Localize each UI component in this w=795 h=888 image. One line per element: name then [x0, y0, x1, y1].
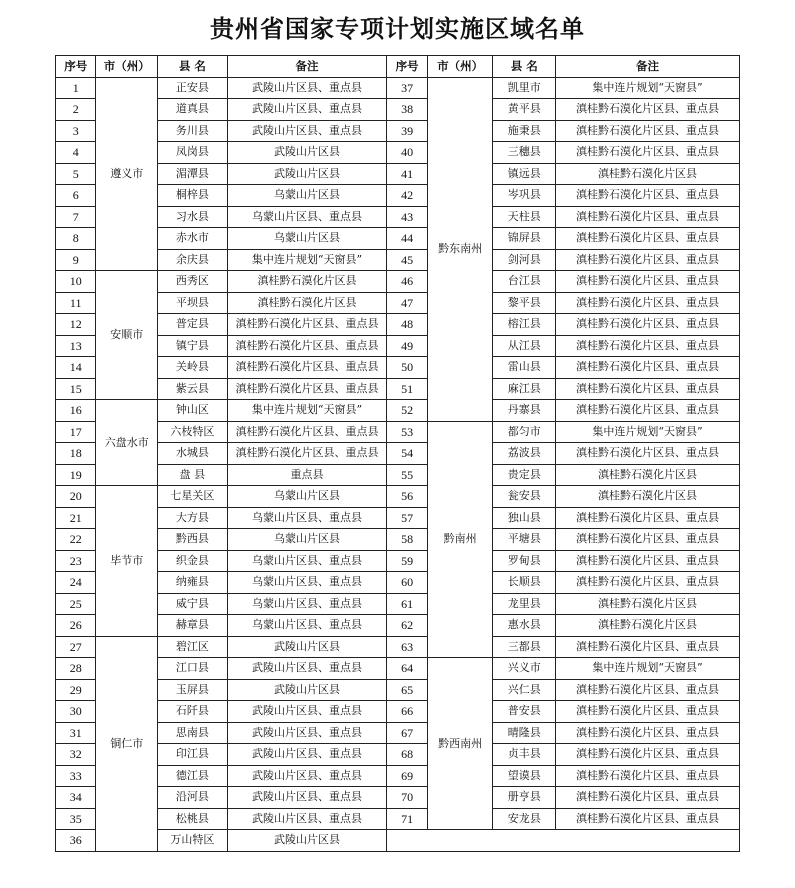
remark-cell: 滇桂黔石漠化片区县、重点县	[556, 249, 740, 271]
remark-cell: 武陵山片区县、重点县	[227, 808, 387, 830]
county-cell: 黎平县	[493, 292, 556, 314]
county-cell: 独山县	[493, 507, 556, 529]
remark-cell: 滇桂黔石漠化片区县、重点县	[556, 185, 740, 207]
header-remark: 备注	[556, 56, 740, 78]
seq-cell: 59	[387, 550, 427, 572]
remark-cell: 滇桂黔石漠化片区县	[556, 163, 740, 185]
seq-cell: 29	[56, 679, 96, 701]
county-cell: 六枝特区	[158, 421, 228, 443]
seq-cell: 35	[56, 808, 96, 830]
remark-cell: 滇桂黔石漠化片区县	[556, 615, 740, 637]
remark-cell: 武陵山片区县、重点县	[227, 120, 387, 142]
county-cell: 思南县	[158, 722, 228, 744]
seq-cell: 47	[387, 292, 427, 314]
remark-cell: 滇桂黔石漠化片区县、重点县	[227, 335, 387, 357]
county-cell: 余庆县	[158, 249, 228, 271]
county-cell: 平塘县	[493, 529, 556, 551]
table-row	[56, 550, 740, 572]
seq-cell: 57	[387, 507, 427, 529]
table-row	[56, 249, 740, 271]
county-cell: 习水县	[158, 206, 228, 228]
county-cell: 七星关区	[158, 486, 228, 508]
county-cell: 关岭县	[158, 357, 228, 379]
county-cell: 锦屏县	[493, 228, 556, 250]
seq-cell: 6	[56, 185, 96, 207]
remark-cell: 滇桂黔石漠化片区县、重点县	[227, 443, 387, 465]
seq-cell: 4	[56, 142, 96, 164]
seq-cell: 39	[387, 120, 427, 142]
table-body	[56, 77, 740, 851]
county-cell: 镇宁县	[158, 335, 228, 357]
remark-cell: 滇桂黔石漠化片区县、重点县	[556, 765, 740, 787]
county-cell: 纳雍县	[158, 572, 228, 594]
seq-cell: 7	[56, 206, 96, 228]
county-cell: 黔西县	[158, 529, 228, 551]
remark-cell: 集中连片规划“天窗县”	[556, 421, 740, 443]
county-cell: 凯里市	[493, 77, 556, 99]
seq-cell: 66	[387, 701, 427, 723]
seq-cell: 70	[387, 787, 427, 809]
table-row	[56, 529, 740, 551]
county-cell: 盘 县	[158, 464, 228, 486]
table-row	[56, 228, 740, 250]
county-cell: 丹寨县	[493, 400, 556, 422]
remark-cell: 滇桂黔石漠化片区县、重点县	[556, 550, 740, 572]
header-county: 县 名	[158, 56, 228, 78]
seq-cell: 58	[387, 529, 427, 551]
remark-cell: 乌蒙山片区县、重点县	[227, 615, 387, 637]
seq-cell: 13	[56, 335, 96, 357]
table-row	[56, 206, 740, 228]
remark-cell: 集中连片规划“天窗县”	[556, 77, 740, 99]
remark-cell: 滇桂黔石漠化片区县、重点县	[556, 529, 740, 551]
remark-cell: 乌蒙山片区县	[227, 486, 387, 508]
remark-cell: 滇桂黔石漠化片区县、重点县	[556, 808, 740, 830]
seq-cell: 15	[56, 378, 96, 400]
remark-cell: 滇桂黔石漠化片区县、重点县	[556, 120, 740, 142]
seq-cell: 17	[56, 421, 96, 443]
county-cell: 罗甸县	[493, 550, 556, 572]
county-cell: 平坝县	[158, 292, 228, 314]
county-cell: 沿河县	[158, 787, 228, 809]
table-row	[56, 701, 740, 723]
remark-cell: 滇桂黔石漠化片区县、重点县	[556, 722, 740, 744]
seq-cell: 61	[387, 593, 427, 615]
remark-cell: 乌蒙山片区县、重点县	[227, 507, 387, 529]
county-cell: 湄潭县	[158, 163, 228, 185]
seq-cell: 40	[387, 142, 427, 164]
seq-cell: 34	[56, 787, 96, 809]
seq-cell: 26	[56, 615, 96, 637]
header-seq: 序号	[56, 56, 96, 78]
seq-cell: 24	[56, 572, 96, 594]
seq-cell: 18	[56, 443, 96, 465]
seq-cell: 56	[387, 486, 427, 508]
remark-cell: 集中连片规划“天窗县”	[556, 658, 740, 680]
remark-cell: 滇桂黔石漠化片区县、重点县	[556, 99, 740, 121]
table-row	[56, 464, 740, 486]
seq-cell: 5	[56, 163, 96, 185]
table-row	[56, 314, 740, 336]
seq-cell: 19	[56, 464, 96, 486]
table-row	[56, 593, 740, 615]
remark-cell: 滇桂黔石漠化片区县、重点县	[556, 378, 740, 400]
remark-cell: 乌蒙山片区县	[227, 185, 387, 207]
seq-cell: 55	[387, 464, 427, 486]
remark-cell: 武陵山片区县、重点县	[227, 77, 387, 99]
seq-cell: 41	[387, 163, 427, 185]
seq-cell: 27	[56, 636, 96, 658]
county-cell: 钟山区	[158, 400, 228, 422]
region-table	[55, 55, 740, 852]
table-row	[56, 292, 740, 314]
county-cell: 麻江县	[493, 378, 556, 400]
table-row	[56, 808, 740, 830]
seq-cell: 12	[56, 314, 96, 336]
seq-cell: 3	[56, 120, 96, 142]
remark-cell: 滇桂黔石漠化片区县、重点县	[227, 314, 387, 336]
table-row	[56, 722, 740, 744]
county-cell: 普安县	[493, 701, 556, 723]
remark-cell: 滇桂黔石漠化片区县、重点县	[556, 228, 740, 250]
remark-cell: 滇桂黔石漠化片区县、重点县	[556, 679, 740, 701]
remark-cell: 滇桂黔石漠化片区县、重点县	[556, 400, 740, 422]
seq-cell: 71	[387, 808, 427, 830]
county-cell: 贵定县	[493, 464, 556, 486]
seq-cell: 31	[56, 722, 96, 744]
seq-cell: 37	[387, 77, 427, 99]
table-row	[56, 77, 740, 99]
county-cell: 榕江县	[493, 314, 556, 336]
seq-cell: 65	[387, 679, 427, 701]
seq-cell: 30	[56, 701, 96, 723]
seq-cell: 42	[387, 185, 427, 207]
seq-cell: 14	[56, 357, 96, 379]
seq-cell: 36	[56, 830, 96, 852]
county-cell: 道真县	[158, 99, 228, 121]
remark-cell: 武陵山片区县、重点县	[227, 658, 387, 680]
seq-cell: 23	[56, 550, 96, 572]
seq-cell: 1	[56, 77, 96, 99]
county-cell: 桐梓县	[158, 185, 228, 207]
remark-cell: 滇桂黔石漠化片区县、重点县	[556, 744, 740, 766]
table-row	[56, 120, 740, 142]
county-cell: 赤水市	[158, 228, 228, 250]
county-cell: 雷山县	[493, 357, 556, 379]
table-row	[56, 400, 740, 422]
remark-cell: 武陵山片区县、重点县	[227, 787, 387, 809]
seq-cell: 16	[56, 400, 96, 422]
remark-cell: 滇桂黔石漠化片区县	[556, 593, 740, 615]
table-row	[56, 163, 740, 185]
remark-cell: 滇桂黔石漠化片区县、重点县	[556, 142, 740, 164]
table-row	[56, 658, 740, 680]
table-row	[56, 335, 740, 357]
county-cell: 正安县	[158, 77, 228, 99]
county-cell: 赫章县	[158, 615, 228, 637]
table-row	[56, 142, 740, 164]
county-cell: 织金县	[158, 550, 228, 572]
remark-cell: 滇桂黔石漠化片区县	[227, 292, 387, 314]
page-title: 贵州省国家专项计划实施区域名单	[210, 14, 585, 43]
seq-cell: 49	[387, 335, 427, 357]
county-cell: 兴仁县	[493, 679, 556, 701]
county-cell: 紫云县	[158, 378, 228, 400]
remark-cell: 集中连片规划“天窗县”	[227, 249, 387, 271]
county-cell: 务川县	[158, 120, 228, 142]
table-row	[56, 378, 740, 400]
remark-cell: 滇桂黔石漠化片区县、重点县	[556, 357, 740, 379]
remark-cell: 重点县	[227, 464, 387, 486]
table-row	[56, 99, 740, 121]
county-cell: 镇远县	[493, 163, 556, 185]
county-cell: 万山特区	[158, 830, 228, 852]
county-cell: 剑河县	[493, 249, 556, 271]
remark-cell: 武陵山片区县	[227, 142, 387, 164]
remark-cell: 乌蒙山片区县、重点县	[227, 593, 387, 615]
county-cell: 黄平县	[493, 99, 556, 121]
seq-cell: 52	[387, 400, 427, 422]
county-cell: 德江县	[158, 765, 228, 787]
table-row	[56, 185, 740, 207]
county-cell: 望谟县	[493, 765, 556, 787]
seq-cell: 28	[56, 658, 96, 680]
remark-cell: 武陵山片区县	[227, 163, 387, 185]
seq-cell: 62	[387, 615, 427, 637]
remark-cell: 乌蒙山片区县、重点县	[227, 572, 387, 594]
seq-cell: 53	[387, 421, 427, 443]
county-cell: 天柱县	[493, 206, 556, 228]
seq-cell: 38	[387, 99, 427, 121]
seq-cell: 68	[387, 744, 427, 766]
city-cell: 黔东南州	[427, 77, 493, 421]
city-cell: 黔南州	[427, 421, 493, 658]
remark-cell: 滇桂黔石漠化片区县、重点县	[556, 636, 740, 658]
table-row	[56, 636, 740, 658]
seq-cell: 20	[56, 486, 96, 508]
header-county: 县 名	[493, 56, 556, 78]
table-row	[56, 572, 740, 594]
remark-cell: 乌蒙山片区县、重点县	[227, 206, 387, 228]
table-row	[56, 679, 740, 701]
county-cell: 荔波县	[493, 443, 556, 465]
empty-cell	[387, 830, 740, 852]
county-cell: 普定县	[158, 314, 228, 336]
remark-cell: 乌蒙山片区县	[227, 228, 387, 250]
table-row	[56, 271, 740, 293]
remark-cell: 滇桂黔石漠化片区县、重点县	[556, 314, 740, 336]
county-cell: 松桃县	[158, 808, 228, 830]
seq-cell: 8	[56, 228, 96, 250]
remark-cell: 滇桂黔石漠化片区县、重点县	[556, 443, 740, 465]
county-cell: 都匀市	[493, 421, 556, 443]
remark-cell: 滇桂黔石漠化片区县、重点县	[556, 335, 740, 357]
county-cell: 凤岗县	[158, 142, 228, 164]
city-cell: 遵义市	[96, 77, 158, 271]
county-cell: 从江县	[493, 335, 556, 357]
remark-cell: 武陵山片区县、重点县	[227, 744, 387, 766]
table-row	[56, 765, 740, 787]
seq-cell: 60	[387, 572, 427, 594]
seq-cell: 48	[387, 314, 427, 336]
remark-cell: 滇桂黔石漠化片区县、重点县	[556, 787, 740, 809]
remark-cell: 滇桂黔石漠化片区县、重点县	[227, 378, 387, 400]
county-cell: 安龙县	[493, 808, 556, 830]
county-cell: 石阡县	[158, 701, 228, 723]
remark-cell: 武陵山片区县、重点县	[227, 99, 387, 121]
county-cell: 三都县	[493, 636, 556, 658]
remark-cell: 武陵山片区县	[227, 679, 387, 701]
remark-cell: 武陵山片区县	[227, 636, 387, 658]
table-row	[56, 830, 740, 852]
county-cell: 兴义市	[493, 658, 556, 680]
remark-cell: 乌蒙山片区县	[227, 529, 387, 551]
seq-cell: 11	[56, 292, 96, 314]
seq-cell: 44	[387, 228, 427, 250]
county-cell: 册亨县	[493, 787, 556, 809]
county-cell: 碧江区	[158, 636, 228, 658]
seq-cell: 69	[387, 765, 427, 787]
seq-cell: 43	[387, 206, 427, 228]
remark-cell: 滇桂黔石漠化片区县、重点县	[227, 421, 387, 443]
city-cell: 六盘水市	[96, 400, 158, 486]
city-cell: 毕节市	[96, 486, 158, 637]
city-cell: 铜仁市	[96, 636, 158, 851]
seq-cell: 64	[387, 658, 427, 680]
county-cell: 水城县	[158, 443, 228, 465]
county-cell: 威宁县	[158, 593, 228, 615]
remark-cell: 滇桂黔石漠化片区县、重点县	[556, 292, 740, 314]
table-row	[56, 507, 740, 529]
seq-cell: 46	[387, 271, 427, 293]
table-row	[56, 421, 740, 443]
remark-cell: 滇桂黔石漠化片区县	[556, 486, 740, 508]
county-cell: 三穗县	[493, 142, 556, 164]
county-cell: 台江县	[493, 271, 556, 293]
remark-cell: 滇桂黔石漠化片区县、重点县	[556, 507, 740, 529]
county-cell: 施秉县	[493, 120, 556, 142]
table-row	[56, 615, 740, 637]
remark-cell: 滇桂黔石漠化片区县、重点县	[556, 701, 740, 723]
county-cell: 晴隆县	[493, 722, 556, 744]
remark-cell: 武陵山片区县、重点县	[227, 722, 387, 744]
county-cell: 惠水县	[493, 615, 556, 637]
remark-cell: 滇桂黔石漠化片区县、重点县	[556, 271, 740, 293]
table-row	[56, 744, 740, 766]
header-remark: 备注	[227, 56, 387, 78]
remark-cell: 滇桂黔石漠化片区县、重点县	[556, 572, 740, 594]
remark-cell: 滇桂黔石漠化片区县、重点县	[227, 357, 387, 379]
table-header-row	[56, 56, 740, 78]
table-row	[56, 787, 740, 809]
seq-cell: 25	[56, 593, 96, 615]
county-cell: 西秀区	[158, 271, 228, 293]
seq-cell: 10	[56, 271, 96, 293]
county-cell: 龙里县	[493, 593, 556, 615]
table-row	[56, 443, 740, 465]
seq-cell: 33	[56, 765, 96, 787]
remark-cell: 乌蒙山片区县、重点县	[227, 550, 387, 572]
county-cell: 玉屏县	[158, 679, 228, 701]
seq-cell: 21	[56, 507, 96, 529]
remark-cell: 滇桂黔石漠化片区县	[556, 464, 740, 486]
seq-cell: 50	[387, 357, 427, 379]
county-cell: 贞丰县	[493, 744, 556, 766]
seq-cell: 32	[56, 744, 96, 766]
remark-cell: 滇桂黔石漠化片区县	[227, 271, 387, 293]
header-city: 市（州）	[96, 56, 158, 78]
header-city: 市（州）	[427, 56, 493, 78]
remark-cell: 武陵山片区县、重点县	[227, 765, 387, 787]
table-row	[56, 486, 740, 508]
county-cell: 岑巩县	[493, 185, 556, 207]
county-cell: 印江县	[158, 744, 228, 766]
seq-cell: 9	[56, 249, 96, 271]
seq-cell: 63	[387, 636, 427, 658]
header-seq: 序号	[387, 56, 427, 78]
seq-cell: 54	[387, 443, 427, 465]
remark-cell: 武陵山片区县、重点县	[227, 701, 387, 723]
city-cell: 安顺市	[96, 271, 158, 400]
remark-cell: 武陵山片区县	[227, 830, 387, 852]
remark-cell: 集中连片规划“天窗县”	[227, 400, 387, 422]
county-cell: 大方县	[158, 507, 228, 529]
seq-cell: 2	[56, 99, 96, 121]
seq-cell: 67	[387, 722, 427, 744]
city-cell: 黔西南州	[427, 658, 493, 830]
county-cell: 江口县	[158, 658, 228, 680]
table-row	[56, 357, 740, 379]
county-cell: 长顺县	[493, 572, 556, 594]
remark-cell: 滇桂黔石漠化片区县、重点县	[556, 206, 740, 228]
seq-cell: 45	[387, 249, 427, 271]
seq-cell: 51	[387, 378, 427, 400]
seq-cell: 22	[56, 529, 96, 551]
county-cell: 瓮安县	[493, 486, 556, 508]
